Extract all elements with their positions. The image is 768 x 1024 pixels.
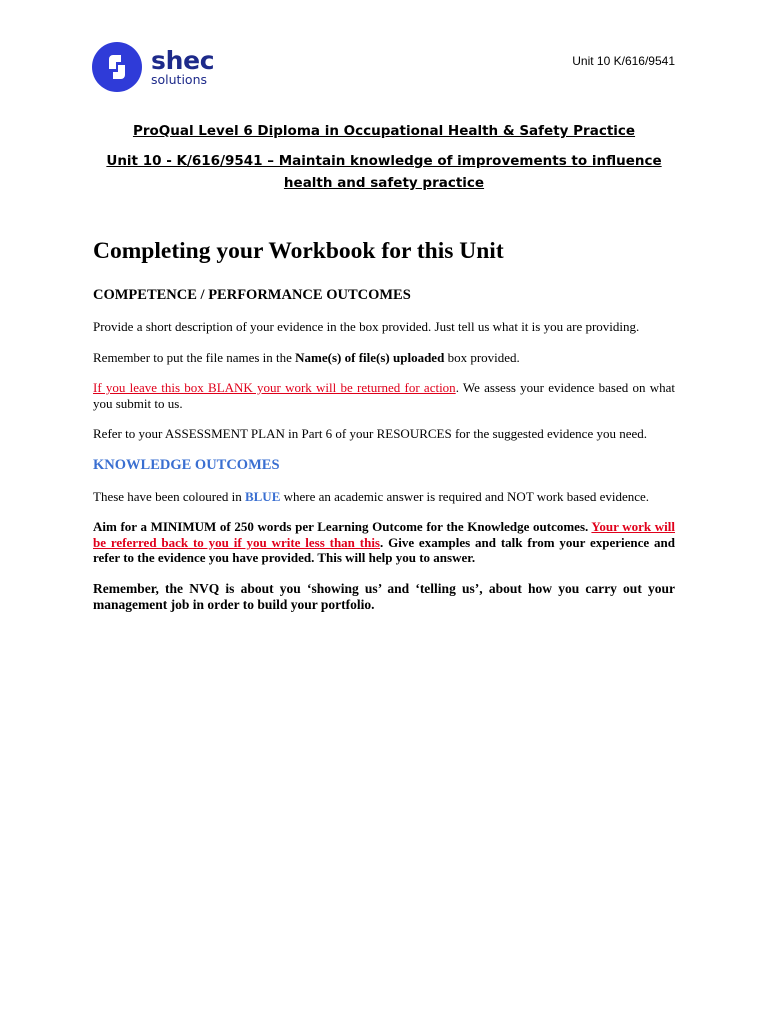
paragraph-text: Remember to put the file names in the	[93, 349, 296, 365]
unit-reference: Unit 10 K/616/9541	[572, 54, 675, 68]
shec-solutions-logo	[92, 42, 214, 92]
paragraph-blue-coloured	[93, 489, 675, 505]
competence-heading: COMPETENCE / PERFORMANCE OUTCOMES	[93, 287, 411, 303]
paragraph-file-names	[93, 350, 675, 366]
word-count-warning: Your work will be referred back to you if you write less than this	[93, 519, 676, 550]
unit-title: Unit 10 - K/616/9541 – Maintain knowledge of improvements to influence health and safety practice	[106, 153, 662, 191]
paragraph-evidence-description: Provide a short description of your evidence in the box provided. Just tell us what it is you are providing.	[93, 319, 640, 334]
blue-keyword: BLUE	[244, 488, 281, 504]
paragraph-text: These have been coloured in	[93, 488, 245, 504]
logo-sub: solutions	[151, 71, 208, 87]
paragraph-word-minimum	[93, 519, 675, 566]
paragraph-text: box provided.	[444, 349, 520, 365]
paragraph-text: where an academic answer is required and NOT work based evidence.	[280, 488, 650, 504]
paragraph-nvq-reminder: Remember, the NVQ is about you ‘showing us’ and ‘telling us’, about how you carry out your management job in order to build your portfolio.	[93, 580, 675, 612]
file-names-box-label: Name(s) of file(s) uploaded	[295, 349, 445, 365]
qualification-title: ProQual Level 6 Diploma in Occupational Health & Safety Practice	[132, 123, 636, 139]
page-title: Completing your Workbook for this Unit	[93, 238, 504, 264]
shec-logo-icon	[92, 42, 142, 92]
paragraph-text: . Give examples and talk from your experience and refer to the evidence you have provided. This will help you to answer.	[93, 534, 675, 565]
logo-name: shec	[151, 45, 215, 75]
paragraph-text: . We assess your evidence based on what you submit to us.	[93, 380, 675, 411]
blank-box-warning: If you leave this box BLANK your work will be returned for action	[93, 380, 456, 395]
document-body	[93, 236, 675, 613]
logo-wordmark	[151, 45, 215, 87]
document-titles	[93, 121, 675, 194]
paragraph-text: Aim for a MINIMUM of 250 words per Learning Outcome for the Knowledge outcomes.	[93, 519, 592, 534]
paragraph-blank-warning	[93, 380, 675, 411]
paragraph-assessment-plan: Refer to your ASSESSMENT PLAN in Part 6 of your RESOURCES for the suggested evidence you need.	[93, 426, 648, 441]
knowledge-heading: KNOWLEDGE OUTCOMES	[93, 456, 280, 473]
